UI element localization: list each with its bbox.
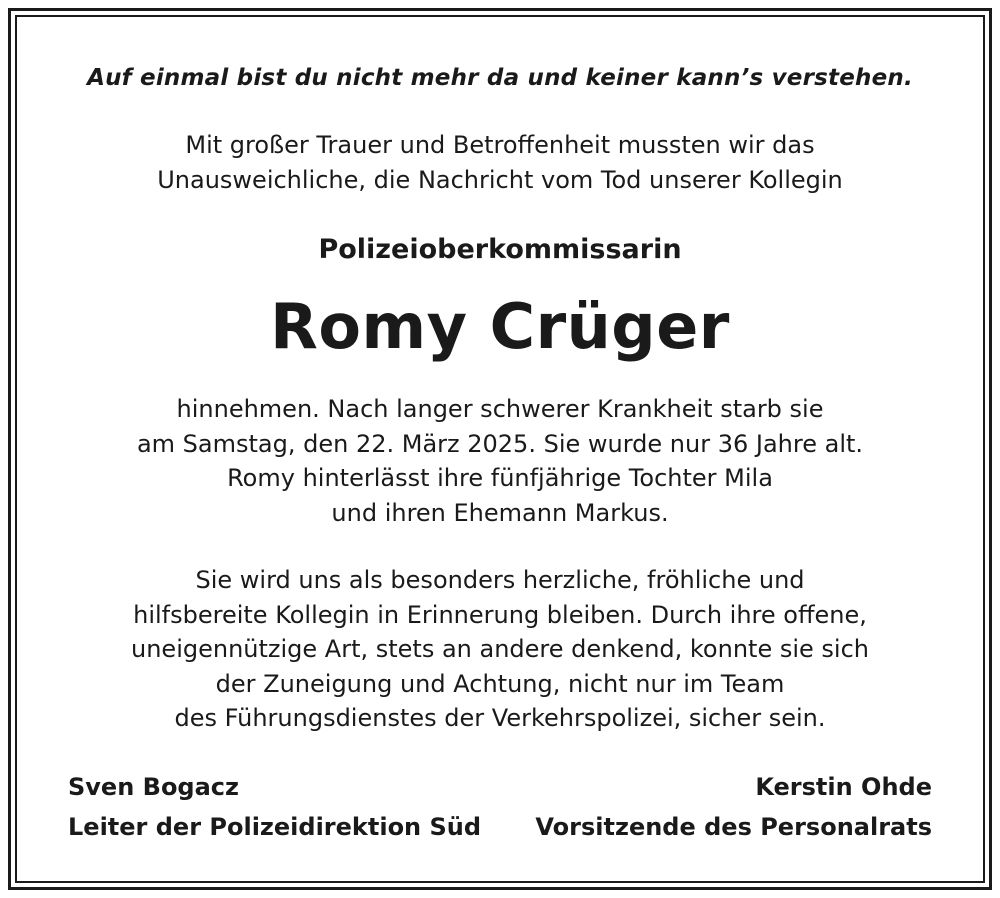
- signer-name: Sven Bogacz: [68, 773, 239, 801]
- intro-line: Unausweichliche, die Nachricht vom Tod unserer Kollegin: [157, 165, 843, 194]
- intro-line: Mit großer Trauer und Betroffenheit mussten wir das: [185, 131, 815, 159]
- body-line: Sie wird uns als besonders herzliche, fröhliche und: [195, 566, 805, 594]
- signer-name: Kerstin Ohde: [755, 773, 932, 801]
- signer-title: Leiter der Polizeidirektion Süd: [68, 813, 482, 841]
- signer-title: Vorsitzende des Personalrats: [535, 813, 932, 841]
- death-details-paragraph: [17, 392, 983, 530]
- body-line: des Führungsdienstes der Verkehrspolizei, sicher sein.: [174, 704, 826, 732]
- motto-line: Auf einmal bist du nicht mehr da und keiner kann’s verstehen.: [87, 65, 913, 91]
- remembrance-paragraph: [17, 563, 983, 736]
- intro-paragraph: [17, 128, 983, 197]
- body-line: der Zuneigung und Achtung, nicht nur im Team: [215, 669, 785, 698]
- signature-right: [535, 767, 932, 847]
- body-line: am Samstag, den 22. März 2025. Sie wurde nur 36 Jahre alt.: [136, 429, 864, 458]
- body-line: und ihren Ehemann Markus.: [331, 498, 669, 527]
- deceased-rank: Polizeioberkommissarin: [318, 234, 682, 265]
- body-line: Romy hinterlässt ihre fünfjährige Tochter Mila: [227, 464, 773, 492]
- body-line: uneigennützige Art, stets an andere denkend, konnte sie sich: [131, 635, 869, 663]
- body-line: hinnehmen. Nach langer schwerer Krankheit starb sie: [176, 395, 824, 423]
- obituary-notice: [17, 17, 983, 881]
- signature-left: [68, 767, 481, 847]
- deceased-name: Romy Crüger: [270, 290, 730, 363]
- body-line: hilfsbereite Kollegin in Erinnerung bleiben. Durch ihre offene,: [133, 600, 867, 629]
